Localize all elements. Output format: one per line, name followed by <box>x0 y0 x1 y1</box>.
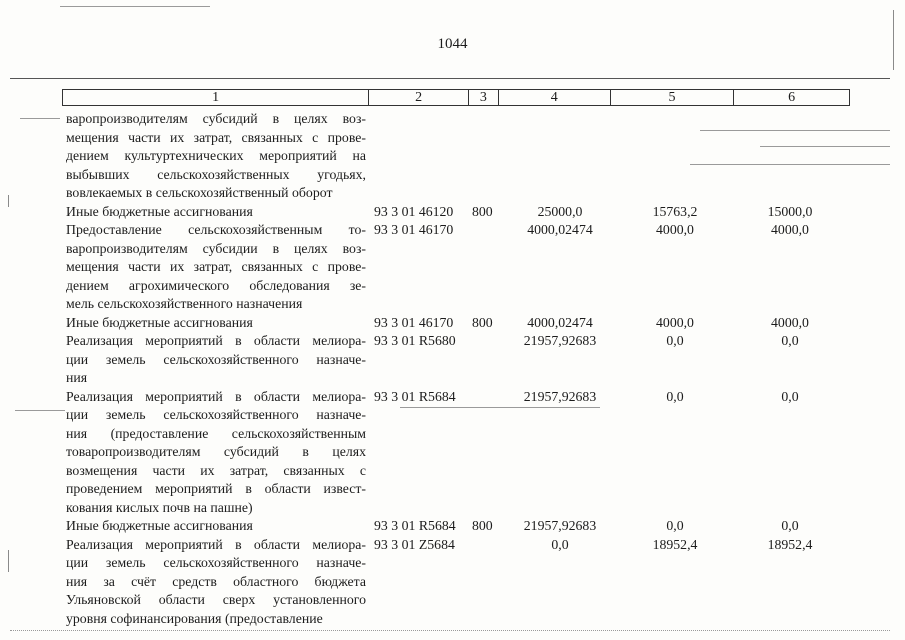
description-line: товаропроизводителям субсидий в целях <box>66 444 366 459</box>
row-description <box>66 536 366 629</box>
row-value-col4: 21957,92683 <box>523 388 597 404</box>
page-number: 1044 <box>437 36 468 52</box>
table-body <box>0 110 905 628</box>
scan-artifact <box>10 630 890 631</box>
row-code: 93 3 01 R5680 <box>374 333 456 348</box>
scan-artifact <box>690 164 890 165</box>
column-header-1: 1 <box>63 90 369 105</box>
row-description <box>66 314 366 333</box>
description-line: уровня софинансирования (предоставление <box>66 610 323 626</box>
row-value-col5: 15763,2 <box>652 203 698 219</box>
description-line: мещения части их затрат, связанных с прове- <box>66 129 366 145</box>
table-row <box>0 203 905 222</box>
row-description <box>66 517 366 536</box>
scan-artifact <box>20 118 60 119</box>
column-header-2: 2 <box>369 90 469 105</box>
scan-artifact <box>760 146 890 147</box>
description-line: мель сельскохозяйственного назначения <box>66 296 303 311</box>
scan-artifact <box>8 550 9 572</box>
row-value-col6: 4000,0 <box>771 222 809 237</box>
table-row <box>0 332 905 388</box>
scan-artifact <box>15 410 65 411</box>
scan-artifact <box>60 6 210 7</box>
row-value-col6: 0,0 <box>781 518 799 533</box>
description-line: Реализация мероприятий в области мелиора- <box>66 536 366 552</box>
description-line: Иные бюджетные ассигнования <box>66 518 253 533</box>
description-line: выбывших сельскохозяйственных угодьях, <box>66 166 366 182</box>
row-value-col6: 15000,0 <box>767 203 813 219</box>
row-value-col5: 0,0 <box>666 333 684 348</box>
row-value-col5: 0,0 <box>666 518 684 533</box>
description-line: Иные бюджетные ассигнования <box>66 203 253 219</box>
description-line: ции земель сельскохозяйственного назначе- <box>66 555 366 570</box>
row-value-col5: 4000,0 <box>656 314 694 330</box>
top-rule <box>10 78 890 79</box>
row-description <box>66 221 366 314</box>
row-value-col4: 21957,92683 <box>523 518 597 533</box>
description-line: кования кислых почв на пашне) <box>66 499 253 515</box>
scan-artifact <box>893 10 894 70</box>
description-line: варопроизводителям субсидий в целях воз- <box>66 111 366 126</box>
row-value-col4: 25000,0 <box>537 203 583 219</box>
description-line: возмещения части их затрат, связанных с <box>66 462 366 478</box>
description-line: ния за счёт средств областного бюджета <box>66 573 366 589</box>
scan-artifact <box>700 130 890 131</box>
column-header-row <box>62 89 850 106</box>
table-row <box>0 536 905 629</box>
column-header-6: 6 <box>788 90 796 105</box>
description-line: мещения части их затрат, связанных с прове- <box>66 259 366 274</box>
row-code: 93 3 01 46170 <box>374 222 454 237</box>
column-header-4: 4 <box>499 90 611 105</box>
description-line: дением культуртехнических мероприятий на <box>66 148 366 163</box>
row-value-col6: 0,0 <box>781 333 799 348</box>
table-row <box>0 314 905 333</box>
row-description <box>66 332 366 388</box>
description-line: Реализация мероприятий в области мелиора- <box>66 333 366 348</box>
table-row <box>0 517 905 536</box>
description-line: вовлекаемых в сельскохозяйственный оборот <box>66 185 333 200</box>
row-code: 93 3 01 R5684 <box>374 518 456 533</box>
description-line: Реализация мероприятий в области мелиора- <box>66 388 366 404</box>
row-expense-type: 800 <box>472 203 493 219</box>
row-expense-type: 800 <box>472 314 493 330</box>
row-value-col4: 0,0 <box>551 536 569 552</box>
description-line: дением агрохимического обследования зе- <box>66 277 366 293</box>
scan-artifact <box>400 407 600 408</box>
row-value-col4: 21957,92683 <box>523 333 597 348</box>
row-value-col5: 0,0 <box>666 388 684 404</box>
column-header-5: 5 <box>611 90 735 105</box>
row-code: 93 3 01 Z5684 <box>374 536 455 552</box>
description-line: Ульяновской области сверх установленного <box>66 592 366 607</box>
row-value-col6: 18952,4 <box>767 536 813 552</box>
row-value-col6: 4000,0 <box>771 314 809 330</box>
description-line: проведением мероприятий в области извест- <box>66 481 366 496</box>
description-line: Предоставление сельскохозяйственным то- <box>66 222 366 237</box>
row-description <box>66 110 366 203</box>
row-value-col4: 4000,02474 <box>527 314 593 330</box>
row-value-col5: 4000,0 <box>656 222 694 237</box>
column-header-3: 3 <box>469 90 499 105</box>
description-line: ния (предоставление сельскохозяйственным <box>66 425 366 441</box>
row-description <box>66 388 366 518</box>
row-expense-type: 800 <box>472 518 493 533</box>
scan-artifact <box>8 195 9 207</box>
description-line: Иные бюджетные ассигнования <box>66 314 253 330</box>
row-value-col6: 0,0 <box>781 388 799 404</box>
row-value-col4: 4000,02474 <box>527 222 593 237</box>
row-value-col5: 18952,4 <box>652 536 698 552</box>
row-code: 93 3 01 46120 <box>374 203 454 219</box>
table-row <box>0 110 905 203</box>
row-code: 93 3 01 46170 <box>374 314 454 330</box>
row-code: 93 3 01 R5684 <box>374 388 456 404</box>
description-line: варопроизводителям субсидии в целях воз- <box>66 240 366 256</box>
description-line: ции земель сельскохозяйственного назначе- <box>66 407 366 422</box>
row-description <box>66 203 366 222</box>
description-line: ции земель сельскохозяйственного назначе- <box>66 351 366 367</box>
description-line: ния <box>66 370 88 385</box>
table-row <box>0 221 905 314</box>
